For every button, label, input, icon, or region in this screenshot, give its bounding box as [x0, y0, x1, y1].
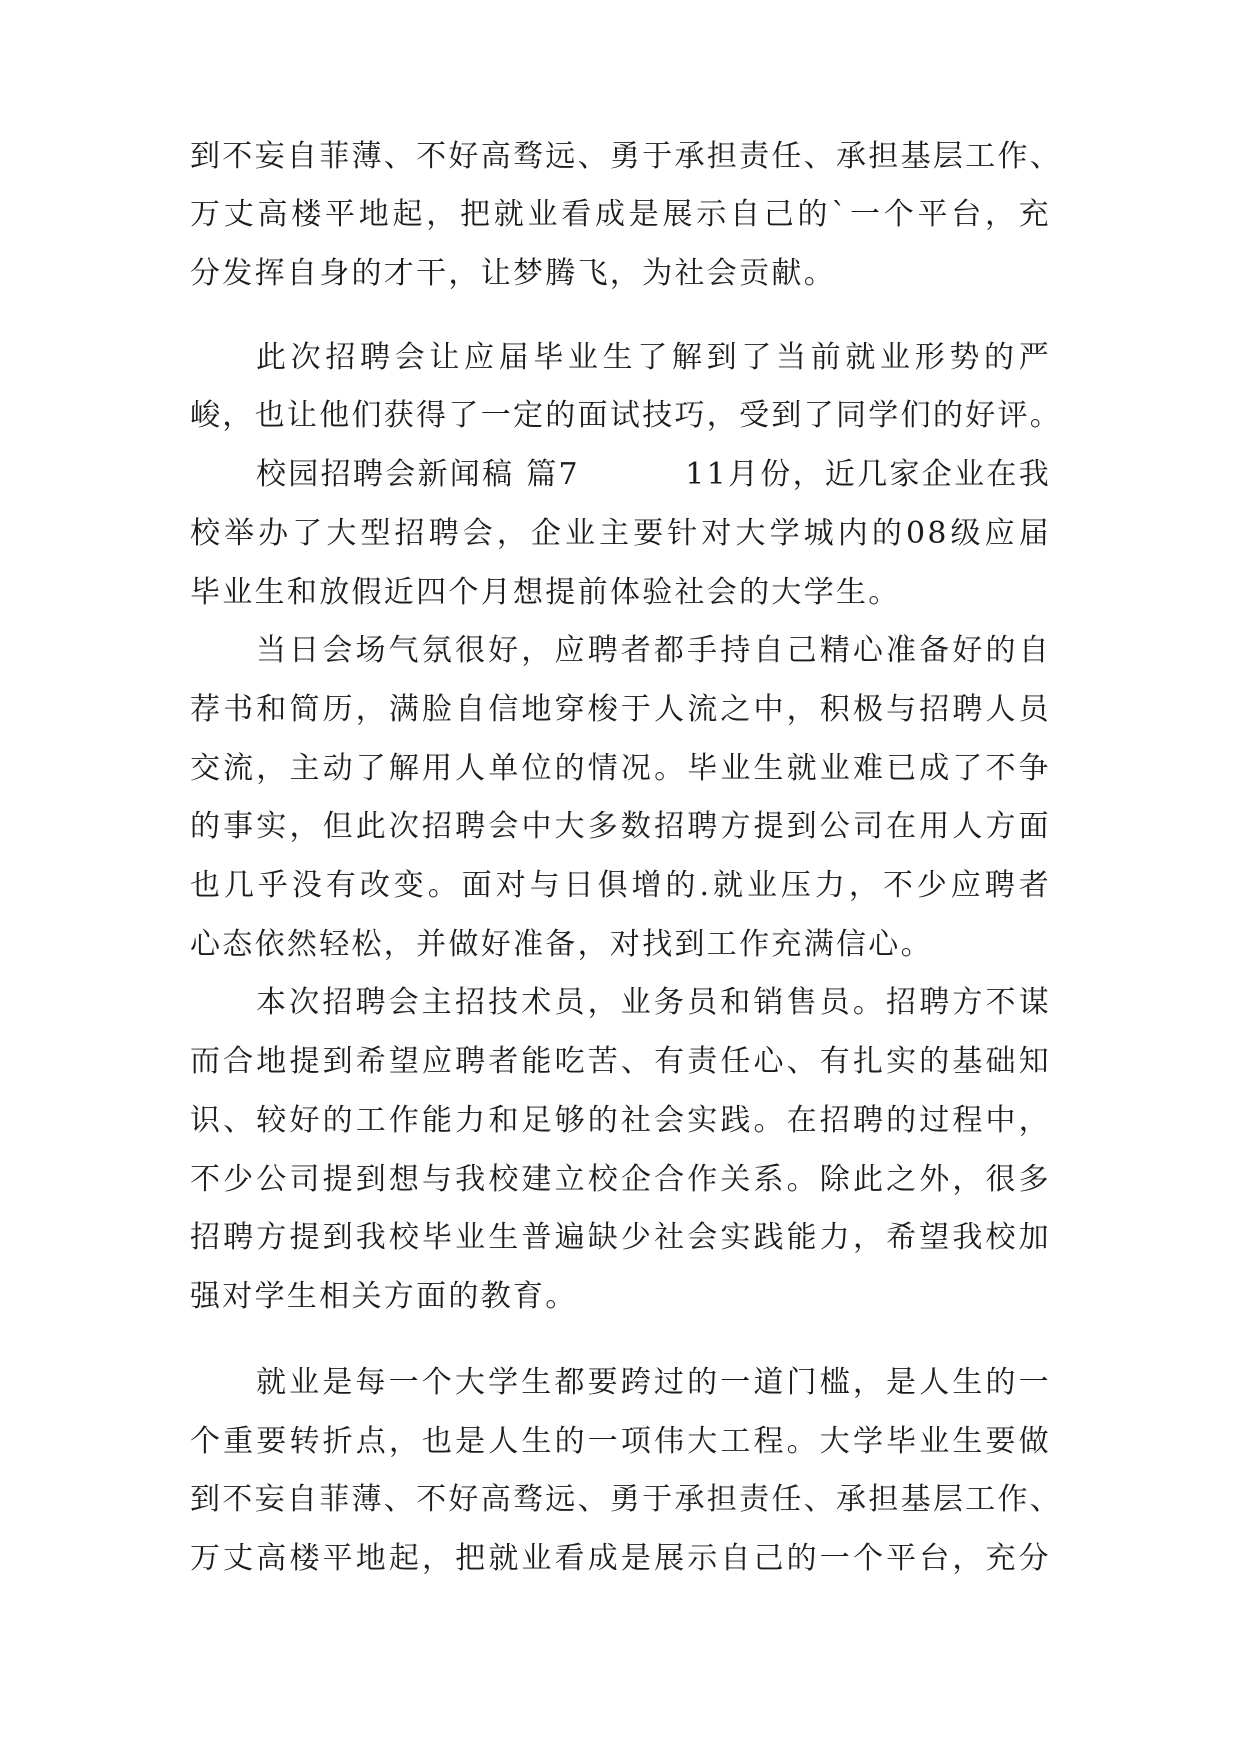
text-line: 校举办了大型招聘会，企业主要针对大学城内的08级应届 [190, 516, 1051, 551]
text-line: 的事实，但此次招聘会中大多数招聘方提到公司在用人方面 [190, 809, 1051, 844]
text-line: 当日会场气氛很好，应聘者都手持自己精心准备好的自 [256, 633, 1051, 668]
text-line: 不少公司提到想与我校建立校企合作关系。除此之外，很多 [190, 1162, 1051, 1197]
text-line: 也几乎没有改变。面对与日俱增的.就业压力，不少应聘者 [190, 868, 1051, 903]
text-line: 招聘方提到我校毕业生普遍缺少社会实践能力，希望我校加 [190, 1220, 1051, 1255]
text-line-segment: 11月份，近几家企业在我 [685, 457, 1051, 492]
text-line: 此次招聘会让应届毕业生了解到了当前就业形势的严 [256, 340, 1051, 375]
text-line: 分发挥自身的才干，让梦腾飞，为社会贡献。 [190, 256, 836, 291]
text-line: 到不妄自菲薄、不好高骛远、勇于承担责任、承担基层工作、 [190, 1482, 1063, 1517]
text-line: 识、较好的工作能力和足够的社会实践。在招聘的过程中， [190, 1103, 1051, 1138]
text-line: 交流，主动了解用人单位的情况。毕业生就业难已成了不争 [190, 751, 1051, 786]
text-line: 而合地提到希望应聘者能吃苦、有责任心、有扎实的基础知 [190, 1044, 1051, 1079]
text-line: 毕业生和放假近四个月想提前体验社会的大学生。 [190, 575, 901, 610]
text-line: 到不妄自菲薄、不好高骛远、勇于承担责任、承担基层工作、 [190, 139, 1063, 174]
text-line: 强对学生相关方面的教育。 [190, 1279, 578, 1314]
text-line: 峻，也让他们获得了一定的面试技巧，受到了同学们的好评。 [190, 398, 1063, 433]
text-line: 万丈高楼平地起，把就业看成是展示自己的`一个平台，充 [190, 197, 1051, 232]
text-line: 荐书和简历，满脸自信地穿梭于人流之中，积极与招聘人员 [190, 692, 1051, 727]
text-line: 个重要转折点，也是人生的一项伟大工程。大学毕业生要做 [190, 1424, 1051, 1459]
text-line: 就业是每一个大学生都要跨过的一道门槛，是人生的一 [256, 1365, 1051, 1400]
text-line: 本次招聘会主招技术员，业务员和销售员。招聘方不谋 [256, 985, 1051, 1020]
text-line [256, 455, 1051, 495]
article-heading: 校园招聘会新闻稿 篇7 [256, 457, 580, 492]
text-line: 万丈高楼平地起，把就业看成是展示自己的一个平台，充分 [190, 1541, 1051, 1576]
text-line: 心态依然轻松，并做好准备，对找到工作充满信心。 [190, 927, 933, 962]
